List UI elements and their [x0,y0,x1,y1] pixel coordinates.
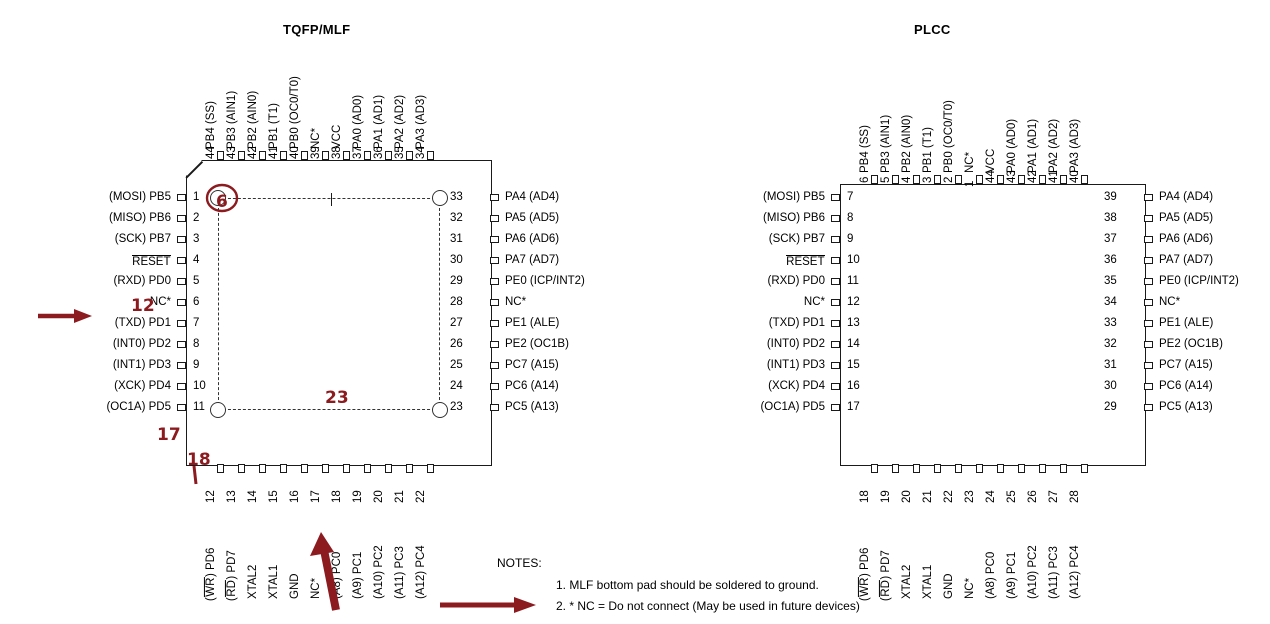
tqfp-pin-left-5 [177,278,186,285]
plcc-top-number-1: 6 [859,176,871,183]
tqfp-thermal-pad-outline [218,198,440,410]
tqfp-pin-bottom-13 [238,464,245,473]
tqfp-bottom-label-7: (A8) PC0 [331,551,343,599]
tqfp-bottom-label-10: (A11) PC3 [394,546,406,599]
tqfp-pad-corner-bottom-left [210,402,226,418]
tqfp-pin-bottom-18 [343,464,350,473]
tqfp-bottom-number-5: 16 [289,490,301,503]
plcc-pin-right-29 [1144,404,1153,411]
plcc-right-number-1: 39 [1104,191,1117,203]
plcc-pin-top-3 [934,175,941,184]
plcc-bottom-label-6: NC* [964,577,976,599]
annotation-mark-6: 6 [216,192,228,212]
tqfp-bottom-number-1: 12 [205,490,217,503]
tqfp-pin-left-3 [177,236,186,243]
tqfp-right-label-3: PA6 (AD6) [505,233,560,245]
plcc-top-label-8: PA0 (AD0) [1006,118,1018,173]
plcc-pin-left-9 [831,236,840,243]
tqfp-pin-bottom-15 [280,464,287,473]
tqfp-right-number-5: 29 [450,275,463,287]
tqfp-bottom-number-4: 15 [268,490,280,503]
tqfp-right-label-10: PC6 (A14) [505,380,559,392]
plcc-pin-bottom-18 [871,464,878,473]
annotation-mark-18: 18 [187,450,211,470]
tqfp-right-label-1: PA4 (AD4) [505,191,560,203]
plcc-right-number-10: 30 [1104,380,1117,392]
tqfp-pin-top-38 [343,151,350,160]
plcc-left-label-6: NC* [803,296,825,308]
plcc-pin-left-11 [831,278,840,285]
plcc-bottom-label-10: (A11) PC3 [1048,546,1060,599]
plcc-right-number-2: 38 [1104,212,1117,224]
plcc-bottom-label-9: (A10) PC2 [1027,545,1039,599]
plcc-bottom-label-1: (WR) PD6 [858,547,871,602]
tqfp-package-title: TQFP/MLF [283,22,351,37]
annotation-arrow-note2 [438,594,548,616]
tqfp-pin-bottom-21 [406,464,413,473]
tqfp-pin-bottom-19 [364,464,371,473]
plcc-bottom-label-7: (A8) PC0 [985,551,997,599]
annotation-stroke-18 [190,466,204,486]
plcc-top-number-3: 4 [901,176,913,183]
tqfp-pin-right-32 [490,215,499,222]
plcc-left-number-5: 11 [847,275,859,287]
plcc-left-number-10: 16 [847,380,860,392]
plcc-bottom-label-2: (RD) PD7 [879,550,892,602]
tqfp-left-number-11: 11 [193,401,205,413]
plcc-pin-bottom-19 [892,464,899,473]
tqfp-top-label-8: PA0 (AD0) [352,94,364,149]
plcc-left-number-3: 9 [847,233,854,245]
tqfp-pin-right-31 [490,236,499,243]
plcc-top-number-9: 42 [1027,170,1039,183]
plcc-pin-left-13 [831,320,840,327]
plcc-top-label-4: PB1 (T1) [922,126,934,173]
tqfp-bottom-number-11: 22 [415,490,427,503]
tqfp-bottom-number-10: 21 [394,490,406,503]
tqfp-bottom-label-8: (A9) PC1 [352,551,364,599]
tqfp-top-number-4: 41 [268,146,280,159]
tqfp-top-number-6: 39 [310,146,322,159]
note-item-2: 2. * NC = Do not connect (May be used in future devices) [556,599,860,613]
plcc-pin-left-8 [831,215,840,222]
plcc-right-label-6: NC* [1159,296,1181,308]
tqfp-pin-right-24 [490,383,499,390]
tqfp-left-label-1: (MOSI) PB5 [109,191,171,203]
plcc-pin-top-1 [976,175,983,184]
plcc-pin-bottom-20 [913,464,920,473]
annotation-mark-17: 17 [157,425,181,445]
plcc-right-number-7: 33 [1104,317,1117,329]
tqfp-top-label-6: NC* [310,127,322,149]
plcc-right-label-8: PE2 (OC1B) [1159,338,1223,350]
tqfp-top-label-1: PB4 (SS) [205,101,217,149]
plcc-pin-right-37 [1144,236,1153,243]
tqfp-pin-top-44 [217,151,224,160]
tqfp-pin-right-30 [490,257,499,264]
plcc-pin-left-7 [831,194,840,201]
plcc-pin-right-30 [1144,383,1153,390]
plcc-bottom-number-4: 21 [922,490,934,503]
annotation-mark-12: 12 [131,296,155,316]
plcc-pin-bottom-25 [1018,464,1025,473]
tqfp-left-number-1: 1 [193,191,200,203]
tqfp-bottom-label-4: XTAL1 [268,564,280,599]
plcc-bottom-number-8: 25 [1006,490,1018,503]
tqfp-pad-corner-bottom-right [432,402,448,418]
tqfp-left-label-2: (MISO) PB6 [109,212,171,224]
tqfp-right-label-9: PC7 (A15) [505,359,559,371]
plcc-left-label-2: (MISO) PB6 [763,212,825,224]
plcc-right-label-11: PC5 (A13) [1159,401,1213,413]
plcc-pin-bottom-22 [955,464,962,473]
plcc-package-title: PLCC [914,22,951,37]
plcc-right-number-3: 37 [1104,233,1117,245]
tqfp-pin-left-11 [177,404,186,411]
plcc-bottom-number-5: 22 [943,490,955,503]
plcc-pin-top-40 [1081,175,1088,184]
plcc-bottom-label-11: (A12) PC4 [1069,545,1081,599]
tqfp-top-number-1: 44 [205,146,217,159]
tqfp-pin-right-23 [490,404,499,411]
tqfp-left-label-11: (OC1A) PD5 [106,401,171,413]
plcc-pin-right-31 [1144,362,1153,369]
tqfp-bottom-label-3: XTAL2 [247,564,259,599]
tqfp-right-label-7: PE1 (ALE) [505,317,560,329]
tqfp-top-label-11: PA3 (AD3) [415,94,427,149]
tqfp-top-label-5: PB0 (OC0/T0) [289,76,301,149]
tqfp-pad-corner-top-right [432,190,448,206]
tqfp-pin-top-36 [385,151,392,160]
tqfp-pin-bottom-20 [385,464,392,473]
plcc-top-label-1: PB4 (SS) [859,125,871,173]
plcc-pin-right-39 [1144,194,1153,201]
tqfp-left-label-5: (RXD) PD0 [113,275,171,287]
tqfp-pin-left-7 [177,320,186,327]
tqfp-bottom-number-9: 20 [373,490,385,503]
plcc-pin-top-2 [955,175,962,184]
tqfp-pin-bottom-22 [427,464,434,473]
tqfp-pin-bottom-12 [217,464,224,473]
tqfp-pin-bottom-16 [301,464,308,473]
plcc-right-label-9: PC7 (A15) [1159,359,1213,371]
tqfp-top-number-5: 40 [289,146,301,159]
tqfp-top-label-3: PB2 (AIN0) [247,90,259,149]
tqfp-right-label-4: PA7 (AD7) [505,254,560,266]
plcc-pin-top-6 [871,175,878,184]
plcc-right-number-11: 29 [1104,401,1117,413]
plcc-pin-bottom-23 [976,464,983,473]
tqfp-right-number-11: 23 [450,401,463,413]
plcc-left-number-11: 17 [847,401,860,413]
tqfp-left-number-3: 3 [193,233,200,245]
plcc-pin-left-17 [831,404,840,411]
tqfp-pin-left-8 [177,341,186,348]
tqfp-pin-top-41 [280,151,287,160]
plcc-pin-left-10 [831,257,840,264]
plcc-pin-right-35 [1144,278,1153,285]
tqfp-top-label-10: PA2 (AD2) [394,94,406,149]
plcc-bottom-number-11: 28 [1069,490,1081,503]
tqfp-left-number-8: 8 [193,338,200,350]
plcc-right-label-5: PE0 (ICP/INT2) [1159,275,1239,287]
plcc-right-label-10: PC6 (A14) [1159,380,1213,392]
plcc-pin-bottom-26 [1039,464,1046,473]
tqfp-bottom-label-5: GND [289,573,301,599]
plcc-bottom-number-10: 27 [1048,490,1060,503]
plcc-pin-left-14 [831,341,840,348]
plcc-top-label-10: PA2 (AD2) [1048,118,1060,173]
plcc-top-number-2: 5 [880,176,892,183]
tqfp-left-number-4: 4 [193,254,200,266]
plcc-pin-bottom-27 [1060,464,1067,473]
plcc-pin-top-41 [1060,175,1067,184]
plcc-bottom-label-4: XTAL1 [922,564,934,599]
plcc-left-number-7: 13 [847,317,860,329]
tqfp-bottom-number-6: 17 [310,490,322,503]
tqfp-pin-left-4 [177,257,186,264]
plcc-top-label-5: PB0 (OC0/T0) [943,100,955,173]
tqfp-bottom-number-7: 18 [331,490,343,503]
notes-title: NOTES: [497,556,542,570]
tqfp-right-label-2: PA5 (AD5) [505,212,560,224]
tqfp-pin-right-25 [490,362,499,369]
plcc-left-number-9: 15 [847,359,860,371]
plcc-bottom-number-7: 24 [985,490,997,503]
plcc-right-label-2: PA5 (AD5) [1159,212,1214,224]
plcc-top-number-5: 2 [943,176,955,183]
tqfp-top-label-9: PA1 (AD1) [373,94,385,149]
tqfp-right-label-11: PC5 (A13) [505,401,559,413]
plcc-right-label-3: PA6 (AD6) [1159,233,1214,245]
plcc-pin-top-5 [892,175,899,184]
tqfp-left-label-8: (INT0) PD2 [112,338,171,350]
plcc-pin-left-12 [831,299,840,306]
tqfp-pin-bottom-14 [259,464,266,473]
tqfp-left-label-10: (XCK) PD4 [114,380,171,392]
tqfp-top-label-7: VCC [331,124,343,149]
tqfp-top-number-8: 37 [352,146,364,159]
tqfp-left-number-5: 5 [193,275,200,287]
tqfp-top-label-4: PB1 (T1) [268,102,280,149]
tqfp-pin-top-39 [322,151,329,160]
plcc-pin-right-32 [1144,341,1153,348]
tqfp-pin-top-37 [364,151,371,160]
tqfp-pin-left-9 [177,362,186,369]
tqfp-pin-right-27 [490,320,499,327]
plcc-left-label-4: RESET [786,256,825,268]
annotation-arrow-pin6 [34,306,96,328]
plcc-bottom-number-1: 18 [859,490,871,503]
plcc-left-label-3: (SCK) PB7 [768,233,825,245]
tqfp-left-label-9: (INT1) PD3 [112,359,171,371]
tqfp-right-number-8: 26 [450,338,463,350]
plcc-pin-left-16 [831,383,840,390]
tqfp-bottom-number-3: 14 [247,490,259,503]
tqfp-left-label-7: (TXD) PD1 [114,317,171,329]
tqfp-right-number-3: 31 [450,233,463,245]
tqfp-bottom-number-2: 13 [226,490,238,503]
tqfp-pin-top-42 [259,151,266,160]
plcc-top-label-9: PA1 (AD1) [1027,118,1039,173]
plcc-right-number-6: 34 [1104,296,1117,308]
plcc-pin-right-38 [1144,215,1153,222]
tqfp-left-label-4: RESET [132,256,171,268]
plcc-top-number-4: 3 [922,176,934,183]
plcc-top-number-11: 40 [1069,170,1081,183]
tqfp-left-label-3: (SCK) PB7 [114,233,171,245]
tqfp-left-number-10: 10 [193,380,206,392]
plcc-right-number-5: 35 [1104,275,1117,287]
tqfp-bottom-number-8: 19 [352,490,364,503]
tqfp-bottom-label-2: (RD) PD7 [225,550,238,602]
plcc-left-label-10: (XCK) PD4 [768,380,825,392]
plcc-bottom-label-8: (A9) PC1 [1006,551,1018,599]
plcc-top-label-7: VCC [985,148,997,173]
tqfp-pin-right-28 [490,299,499,306]
tqfp-top-label-2: PB3 (AIN1) [226,90,238,149]
tqfp-left-number-6: 6 [193,296,200,308]
tqfp-right-number-10: 24 [450,380,463,392]
plcc-left-label-8: (INT0) PD2 [766,338,825,350]
tqfp-right-number-6: 28 [450,296,463,308]
plcc-pin-top-44 [997,175,1004,184]
plcc-left-label-1: (MOSI) PB5 [763,191,825,203]
tqfp-pin-left-2 [177,215,186,222]
tqfp-bottom-label-11: (A12) PC4 [415,545,427,599]
plcc-left-label-5: (RXD) PD0 [767,275,825,287]
tqfp-right-number-1: 33 [450,191,463,203]
plcc-left-number-6: 12 [847,296,860,308]
plcc-right-number-4: 36 [1104,254,1117,266]
tqfp-pin-left-10 [177,383,186,390]
plcc-left-number-2: 8 [847,212,854,224]
plcc-top-number-6: 1 [964,180,976,187]
tqfp-pin-right-29 [490,278,499,285]
tqfp-top-number-9: 36 [373,146,385,159]
plcc-right-number-9: 31 [1104,359,1117,371]
tqfp-right-label-5: PE0 (ICP/INT2) [505,275,585,287]
tqfp-left-number-2: 2 [193,212,200,224]
note-item-1: 1. MLF bottom pad should be soldered to ground. [556,578,819,592]
plcc-left-label-11: (OC1A) PD5 [760,401,825,413]
plcc-pin-left-15 [831,362,840,369]
plcc-bottom-number-3: 20 [901,490,913,503]
plcc-left-label-7: (TXD) PD1 [768,317,825,329]
plcc-top-number-7: 44 [985,170,997,183]
plcc-pin-bottom-28 [1081,464,1088,473]
tqfp-left-number-9: 9 [193,359,200,371]
tqfp-pin-right-33 [490,194,499,201]
tqfp-right-number-2: 32 [450,212,463,224]
plcc-chip-body [840,184,1146,466]
tqfp-right-number-4: 30 [450,254,463,266]
tqfp-right-number-9: 25 [450,359,463,371]
plcc-pin-right-34 [1144,299,1153,306]
tqfp-right-label-6: NC* [505,296,527,308]
tqfp-pin-bottom-17 [322,464,329,473]
plcc-pin-right-33 [1144,320,1153,327]
plcc-left-number-1: 7 [847,191,854,203]
plcc-top-label-2: PB3 (AIN1) [880,114,892,173]
annotation-arrow-nc-bottom [300,506,358,616]
plcc-pin-top-42 [1039,175,1046,184]
tqfp-left-label-6: NC* [149,296,171,308]
plcc-top-label-3: PB2 (AIN0) [901,114,913,173]
plcc-left-number-4: 10 [847,254,860,266]
plcc-bottom-number-9: 26 [1027,490,1039,503]
plcc-top-number-8: 43 [1006,170,1018,183]
tqfp-right-label-8: PE2 (OC1B) [505,338,569,350]
plcc-right-label-4: PA7 (AD7) [1159,254,1214,266]
tqfp-bottom-label-9: (A10) PC2 [373,545,385,599]
tqfp-pin-top-34 [427,151,434,160]
tqfp-left-number-7: 7 [193,317,200,329]
plcc-top-label-6: NC* [964,151,976,173]
plcc-left-number-8: 14 [847,338,860,350]
plcc-bottom-number-6: 23 [964,490,976,503]
tqfp-pin-right-26 [490,341,499,348]
plcc-right-label-7: PE1 (ALE) [1159,317,1214,329]
tqfp-top-number-7: 38 [331,146,343,159]
plcc-right-label-1: PA4 (AD4) [1159,191,1214,203]
plcc-bottom-label-5: GND [943,573,955,599]
plcc-right-number-8: 32 [1104,338,1117,350]
tqfp-pin-top-40 [301,151,308,160]
tqfp-bottom-label-6: NC* [310,577,322,599]
annotation-mark-23: 23 [325,388,349,408]
tqfp-top-notch [331,193,332,206]
tqfp-top-number-10: 35 [394,146,406,159]
tqfp-top-number-3: 42 [247,146,259,159]
tqfp-pin-left-6 [177,299,186,306]
plcc-pin-top-43 [1018,175,1025,184]
tqfp-top-number-11: 34 [415,146,427,159]
tqfp-pin-left-1 [177,194,186,201]
plcc-pin-top-4 [913,175,920,184]
plcc-pin-right-36 [1144,257,1153,264]
tqfp-top-number-2: 43 [226,146,238,159]
plcc-pin-bottom-24 [997,464,1004,473]
tqfp-right-number-7: 27 [450,317,463,329]
tqfp-bottom-label-1: (WR) PD6 [204,547,217,602]
plcc-pin-bottom-21 [934,464,941,473]
plcc-top-number-10: 41 [1048,170,1060,183]
tqfp-pin-top-35 [406,151,413,160]
plcc-top-label-11: PA3 (AD3) [1069,118,1081,173]
plcc-bottom-number-2: 19 [880,490,892,503]
plcc-left-label-9: (INT1) PD3 [766,359,825,371]
plcc-bottom-label-3: XTAL2 [901,564,913,599]
tqfp-pin-top-43 [238,151,245,160]
